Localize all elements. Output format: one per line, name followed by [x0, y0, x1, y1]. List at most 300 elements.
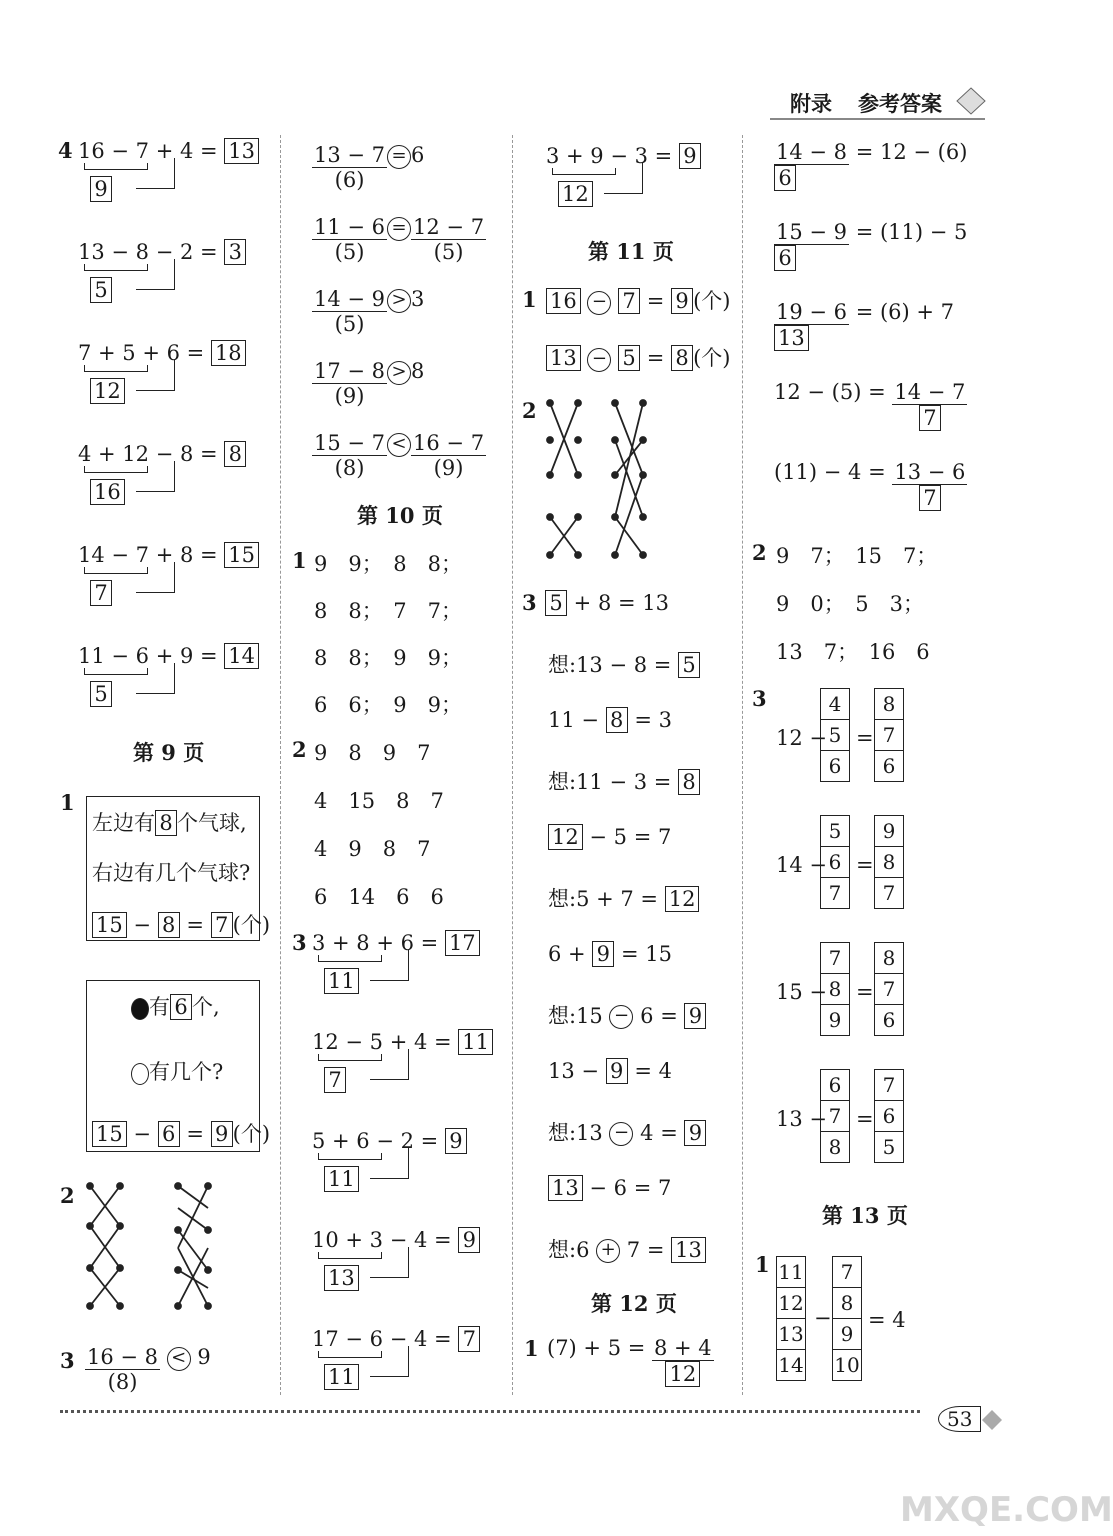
question-number: 1 — [292, 548, 307, 573]
answer-row: 9 9； 8 8； — [314, 552, 462, 576]
compare-circle: < — [167, 1347, 191, 1371]
answer-box: 14 — [224, 643, 259, 669]
number-column — [820, 688, 850, 782]
fraction — [774, 300, 849, 351]
equals-sign: = — [856, 980, 874, 1004]
stack-cell: 11 — [777, 1257, 806, 1288]
answer-box: 6 — [170, 994, 192, 1020]
expression-text: 13 − 8 − 2 = — [78, 240, 218, 264]
number-column — [832, 1256, 862, 1381]
column-divider — [742, 135, 743, 1395]
answer-row: 8 8； 9 9； — [314, 646, 462, 670]
fraction-bottom — [774, 165, 849, 191]
compare-circle: > — [387, 289, 411, 313]
intermediate-result — [90, 277, 112, 303]
answer-box: 12 — [90, 378, 125, 404]
page-heading: 第 11 页 — [588, 239, 674, 264]
unit-text: (个) — [232, 913, 271, 937]
intermediate-result — [90, 378, 125, 404]
equation-text: 4 = — [633, 1120, 685, 1145]
answer-box: 13 — [546, 345, 581, 371]
fraction — [312, 431, 387, 480]
expression-text: 11 − 6 + 9 = — [78, 644, 218, 668]
question-number: 2 — [752, 540, 767, 565]
fraction-bottom: (8) — [107, 1370, 138, 1394]
stack-cell: 7 — [833, 1257, 862, 1288]
stack-cell: 5 — [875, 1132, 904, 1163]
answer-row: 4 15 8 7 — [314, 789, 444, 813]
stack-cell: 4 — [821, 689, 850, 720]
stack-cell: 6 — [821, 751, 850, 782]
question-number: 1 — [524, 1336, 539, 1361]
equation-text: 6 + — [548, 942, 593, 966]
answer-box: 8 — [606, 707, 628, 733]
answer-box: 7 — [458, 1326, 480, 1352]
compare-right: 8 — [411, 359, 425, 383]
answer-box: 16 — [90, 479, 125, 505]
equation — [548, 1175, 671, 1201]
page-heading: 第 12 页 — [591, 1291, 677, 1316]
number-column — [874, 688, 904, 782]
answer-box: 8 — [155, 810, 177, 836]
answer-box: 18 — [211, 340, 246, 366]
stack-cell: 8 — [833, 1288, 862, 1319]
intermediate-result — [324, 1364, 359, 1390]
page-heading: 第 9 页 — [133, 740, 205, 765]
problem-text: 有 — [149, 995, 170, 1019]
equation-text: 想:15 — [548, 1003, 610, 1028]
equals-sign: = — [856, 853, 874, 877]
answer-box: 7 — [919, 485, 941, 511]
fraction — [312, 359, 387, 408]
expression-text: 14 − 7 + 8 = — [78, 543, 218, 567]
answer-box: 15 — [92, 1121, 127, 1147]
answer-box: 13 — [774, 325, 809, 351]
fraction-bottom: (9) — [433, 456, 464, 480]
answer-box: 9 — [592, 941, 614, 967]
diamond-icon — [980, 1408, 1004, 1432]
fraction — [411, 431, 486, 480]
header-rule — [770, 118, 985, 120]
answer-box: 6 — [774, 165, 796, 191]
equation-text: = 3 — [627, 708, 672, 732]
black-balloon-icon — [131, 998, 149, 1020]
equation — [548, 1234, 706, 1264]
answer-box: 13 — [324, 1265, 359, 1291]
equation-text: 7 = — [620, 1237, 672, 1262]
page-number: 53 — [938, 1406, 981, 1432]
number-column — [874, 815, 904, 909]
fraction-top: 8 + 4 — [654, 1336, 712, 1360]
arrow-line — [370, 1247, 409, 1278]
answer-box: 8 — [678, 769, 700, 795]
question-number: 3 — [752, 686, 767, 711]
arrow-line — [136, 158, 175, 189]
operator: − — [814, 1306, 832, 1330]
equation — [548, 649, 700, 679]
fraction-bottom: (5) — [334, 240, 365, 264]
answer-box: 5 — [90, 681, 112, 707]
answer-box: 7 — [211, 912, 233, 938]
compare-expression — [312, 431, 486, 480]
fraction-bottom — [892, 485, 967, 511]
answer-box: 13 — [671, 1237, 706, 1263]
word-problem-box: 左边有 8 个气球, 右边有几个气球? 15 − 8 = 7 (个) — [86, 796, 260, 941]
number-column — [874, 942, 904, 1036]
question-number: 1 — [60, 790, 75, 815]
fraction-bottom: (5) — [334, 312, 365, 336]
answer-box: 9 — [684, 1003, 706, 1029]
fraction-top: 11 − 6 — [314, 215, 386, 239]
stack-cell: 9 — [821, 1005, 850, 1036]
stack-cell: 8 — [821, 974, 850, 1005]
equation-text: 想:6 — [548, 1237, 597, 1262]
answer-row: 9 0； 5 3； — [776, 592, 924, 616]
answer-box: 9 — [606, 1058, 628, 1084]
problem-text: 右边有几个气球? — [92, 861, 251, 885]
operator-circle: + — [596, 1239, 620, 1263]
expression-text: 16 − 7 + 4 = — [78, 139, 218, 163]
answer-box: 7 — [324, 1067, 346, 1093]
intermediate-result — [90, 176, 112, 202]
fraction-top: 17 − 8 — [314, 359, 386, 383]
fraction-bottom — [774, 245, 849, 271]
expression-text: 3 + 9 − 3 = — [546, 144, 673, 168]
expression-text: 5 + 6 − 2 = — [312, 1129, 439, 1153]
intermediate-result — [324, 968, 359, 994]
fraction-top: 13 − 6 — [894, 460, 966, 484]
fraction-top: 15 − 9 — [776, 220, 848, 244]
page-heading: 第 10 页 — [357, 503, 443, 528]
expression-text: 7 + 5 + 6 = — [78, 341, 205, 365]
fraction — [312, 215, 387, 264]
stack-cell: 8 — [875, 847, 904, 878]
problem-text: 个气球, — [177, 811, 247, 835]
fraction-top: 16 − 7 — [413, 431, 485, 455]
equation-text: − 6 = 7 — [582, 1176, 672, 1200]
equation — [548, 824, 671, 850]
fraction — [312, 287, 387, 336]
answer-box: 13 — [224, 138, 259, 164]
fraction-bottom — [774, 325, 849, 351]
stack-cell: 9 — [833, 1319, 862, 1350]
answer-box: 12 — [665, 886, 700, 912]
equation — [548, 707, 672, 733]
header-left: 附录 — [790, 91, 832, 116]
answer-box: 7 — [618, 288, 640, 314]
equation-right: = (6) + 7 — [849, 300, 955, 324]
arrow-line — [370, 950, 409, 981]
equation — [548, 766, 700, 796]
question-number: 1 — [755, 1252, 770, 1277]
question-number: 3 — [60, 1348, 75, 1373]
answer-box: 6 — [158, 1121, 180, 1147]
equation-text: = 15 — [614, 942, 672, 966]
question-number: 4 — [58, 138, 73, 163]
equation — [774, 380, 967, 431]
compare-expression — [312, 143, 424, 192]
answer-box: 11 — [458, 1029, 493, 1055]
intermediate-result — [324, 1265, 359, 1291]
equation-text: 想:5 + 7 = — [548, 886, 665, 911]
answer-box: 9 — [671, 288, 693, 314]
fraction-top: 12 − 7 — [413, 215, 485, 239]
equation — [774, 460, 967, 511]
equation-text: 11 − — [548, 708, 606, 732]
header-right: 参考答案 — [858, 91, 942, 116]
stack-cell: 12 — [777, 1288, 806, 1319]
number-column — [820, 1069, 850, 1163]
arrow-line — [136, 562, 175, 593]
footer-rule — [60, 1410, 920, 1413]
stack-cell: 9 — [875, 816, 904, 847]
stack-cell: 5 — [821, 816, 850, 847]
equation-left: 12 − (5) = — [774, 380, 893, 404]
column-divider — [280, 135, 281, 1395]
stack-cell: 6 — [821, 847, 850, 878]
fraction-bottom: (9) — [334, 384, 365, 408]
fraction — [774, 220, 849, 271]
answer-box: 8 — [224, 441, 246, 467]
stack-cell: 8 — [821, 1132, 850, 1163]
fraction-top: 14 − 9 — [314, 287, 386, 311]
result-text: = 4 — [868, 1308, 906, 1332]
expression-text: 12 − 5 + 4 = — [312, 1030, 452, 1054]
arrow-line — [370, 1346, 409, 1377]
answer-box: 15 — [224, 542, 259, 568]
answer-box: 5 — [618, 345, 640, 371]
problem-text: 左边有 — [92, 811, 155, 835]
answer-box: 12 — [548, 824, 583, 850]
question-number: 2 — [60, 1183, 75, 1208]
answer-row: 6 6； 9 9； — [314, 693, 462, 717]
intermediate-result — [90, 479, 125, 505]
intermediate-result — [324, 1166, 359, 1192]
fraction — [411, 215, 486, 264]
answer-box: 13 — [548, 1175, 583, 1201]
question-number: 3 — [522, 590, 537, 615]
unit-text: (个) — [693, 289, 731, 313]
stack-cell: 7 — [875, 1070, 904, 1101]
arrow-line — [136, 461, 175, 492]
arrow-line — [136, 663, 175, 694]
answer-box: 9 — [679, 143, 701, 169]
answer-row: 8 8； 7 7； — [314, 599, 462, 623]
problem-text: 个, — [192, 995, 220, 1019]
answer-box: 9 — [458, 1227, 480, 1253]
matching-lines-figure — [540, 395, 660, 565]
watermark: MXQE.COM — [900, 1490, 1113, 1530]
equation-text: 想:13 — [548, 1120, 610, 1145]
question-number: 1 — [522, 287, 537, 312]
answer-box: 9 — [684, 1120, 706, 1146]
fraction — [312, 143, 387, 192]
answer-row: 13 7； 16 6 — [776, 640, 930, 664]
intermediate-result — [90, 580, 112, 606]
stack-lead: 12 − — [776, 726, 827, 750]
stack-cell: 10 — [833, 1350, 862, 1381]
expression-text: 17 − 6 − 4 = — [312, 1327, 452, 1351]
number-column — [820, 815, 850, 909]
stack-cell: 14 — [777, 1350, 806, 1381]
answer-box: 5 — [90, 277, 112, 303]
equation: 16 − 7 = 9 (个) — [546, 285, 730, 315]
expression-text: 4 + 12 − 8 = — [78, 442, 218, 466]
stack-cell: 6 — [875, 1101, 904, 1132]
equation-text: 6 = — [633, 1003, 685, 1028]
unit-text: (个) — [232, 1122, 271, 1146]
answer-box: 15 — [92, 912, 127, 938]
stack-cell: 13 — [777, 1319, 806, 1350]
equation-text: 13 − — [548, 1059, 606, 1083]
answer-box: 9 — [211, 1121, 233, 1147]
answer-box: 5 — [678, 652, 700, 678]
stack-lead: 14 − — [776, 853, 827, 877]
compare-right: 6 — [411, 143, 425, 167]
arrow-line — [370, 1049, 409, 1080]
question-number: 2 — [292, 737, 307, 762]
stack-cell: 8 — [875, 689, 904, 720]
equals-sign: = — [856, 1107, 874, 1131]
answer-box: 9 — [445, 1128, 467, 1154]
expression-text: 10 + 3 − 4 = — [312, 1228, 452, 1252]
fraction-top: 14 − 8 — [776, 140, 848, 164]
diamond-icon — [955, 86, 987, 116]
compare-right: 9 — [197, 1345, 211, 1369]
answer-box: 8 — [158, 912, 180, 938]
compare-expression — [85, 1345, 211, 1394]
number-column — [874, 1069, 904, 1163]
compare-circle: > — [387, 361, 411, 385]
equation — [545, 590, 669, 616]
equation: 13 − 5 = 8 (个) — [546, 342, 730, 372]
compare-expression — [312, 359, 424, 408]
equation-right: = 12 − (6) — [849, 140, 968, 164]
stack-lead: 15 − — [776, 980, 827, 1004]
unit-text: (个) — [693, 346, 731, 370]
column-divider — [512, 135, 513, 1395]
equation — [774, 220, 967, 271]
compare-circle: = — [387, 145, 411, 169]
equation — [548, 883, 699, 913]
stack-cell: 7 — [875, 974, 904, 1005]
arrow-line — [136, 259, 175, 290]
equation — [774, 300, 954, 351]
stack-cell: 6 — [875, 751, 904, 782]
equation — [548, 941, 672, 967]
compare-right: 3 — [411, 287, 425, 311]
answer-box: 8 — [671, 345, 693, 371]
equation-left: (7) + 5 = — [547, 1336, 652, 1360]
fraction — [892, 380, 967, 431]
arrow-line — [136, 360, 175, 391]
question-number: 3 — [292, 930, 307, 955]
answer-box: 6 — [774, 245, 796, 271]
stack-cell: 5 — [821, 720, 850, 751]
word-problem-box: 有 6 个, 有几个? 15 − 6 = 9 (个) — [86, 980, 260, 1152]
equation-text: = 4 — [627, 1059, 672, 1083]
compare-circle: < — [387, 433, 411, 457]
stack-cell: 7 — [821, 943, 850, 974]
answer-box: 11 — [324, 968, 359, 994]
answer-row: 4 9 8 7 — [314, 837, 431, 861]
expression-text: 3 + 8 + 6 = — [312, 931, 439, 955]
page-heading: 第 13 页 — [822, 1203, 908, 1228]
fraction-top: 16 − 8 — [87, 1345, 159, 1369]
number-column — [776, 1256, 806, 1381]
arrow-line — [604, 163, 643, 194]
answer-box: 17 — [445, 930, 480, 956]
compare-circle: = — [387, 217, 411, 241]
operator-circle: − — [587, 348, 611, 372]
operator-circle: − — [609, 1005, 633, 1029]
answer-box: 12 — [558, 181, 593, 207]
answer-box: 11 — [324, 1364, 359, 1390]
answer-box: 7 — [919, 405, 941, 431]
intermediate-result — [90, 681, 112, 707]
question-number: 2 — [522, 398, 537, 423]
answer-row: 9 7； 15 7； — [776, 544, 938, 568]
fraction-top: 13 − 7 — [314, 143, 386, 167]
stack-cell: 8 — [875, 943, 904, 974]
answer-row: 6 14 6 6 — [314, 885, 444, 909]
stack-cell: 7 — [875, 878, 904, 909]
answer-box: 11 — [324, 1166, 359, 1192]
compare-expression — [312, 287, 424, 336]
stack-lead: 13 − — [776, 1107, 827, 1131]
equation — [548, 1117, 706, 1147]
equation-text: 想:13 − 8 = — [548, 652, 679, 677]
fraction-bottom: (5) — [433, 240, 464, 264]
answer-box: 5 — [545, 590, 567, 616]
answer-box: 12 — [665, 1361, 700, 1387]
stack-cell: 7 — [875, 720, 904, 751]
equation-text: − 5 = 7 — [582, 825, 672, 849]
stack-cell: 7 — [821, 878, 850, 909]
answer-box: 7 — [90, 580, 112, 606]
equation-text: 想:11 − 3 = — [548, 769, 679, 794]
fraction-bottom — [892, 405, 967, 431]
compare-expression — [312, 215, 486, 264]
stack-cell: 7 — [821, 1101, 850, 1132]
fraction-top: 19 − 6 — [776, 300, 848, 324]
equation — [774, 140, 967, 191]
stack-cell: 6 — [821, 1070, 850, 1101]
equation — [548, 1000, 706, 1030]
operator-circle: − — [587, 291, 611, 315]
fraction-bottom: (8) — [334, 456, 365, 480]
equation-right: = (11) − 5 — [849, 220, 968, 244]
problem-text: 有几个? — [149, 1060, 224, 1084]
answer-box: 16 — [546, 288, 581, 314]
fraction-top: 14 − 7 — [894, 380, 966, 404]
answer-box: 9 — [90, 176, 112, 202]
fraction-top: 15 − 7 — [314, 431, 386, 455]
equals-sign: = — [856, 726, 874, 750]
answer-row: 9 8 9 7 — [314, 741, 431, 765]
white-balloon-icon — [131, 1063, 149, 1085]
matching-lines-figure — [80, 1178, 230, 1313]
fraction-bottom: (6) — [334, 168, 365, 192]
arrow-line — [370, 1148, 409, 1179]
intermediate-result — [558, 181, 593, 207]
equation-text: + 8 = 13 — [567, 591, 669, 615]
equation-left: (11) − 4 = — [774, 460, 893, 484]
fraction — [774, 140, 849, 191]
intermediate-result — [324, 1067, 346, 1093]
number-column — [820, 942, 850, 1036]
stack-cell: 6 — [875, 1005, 904, 1036]
